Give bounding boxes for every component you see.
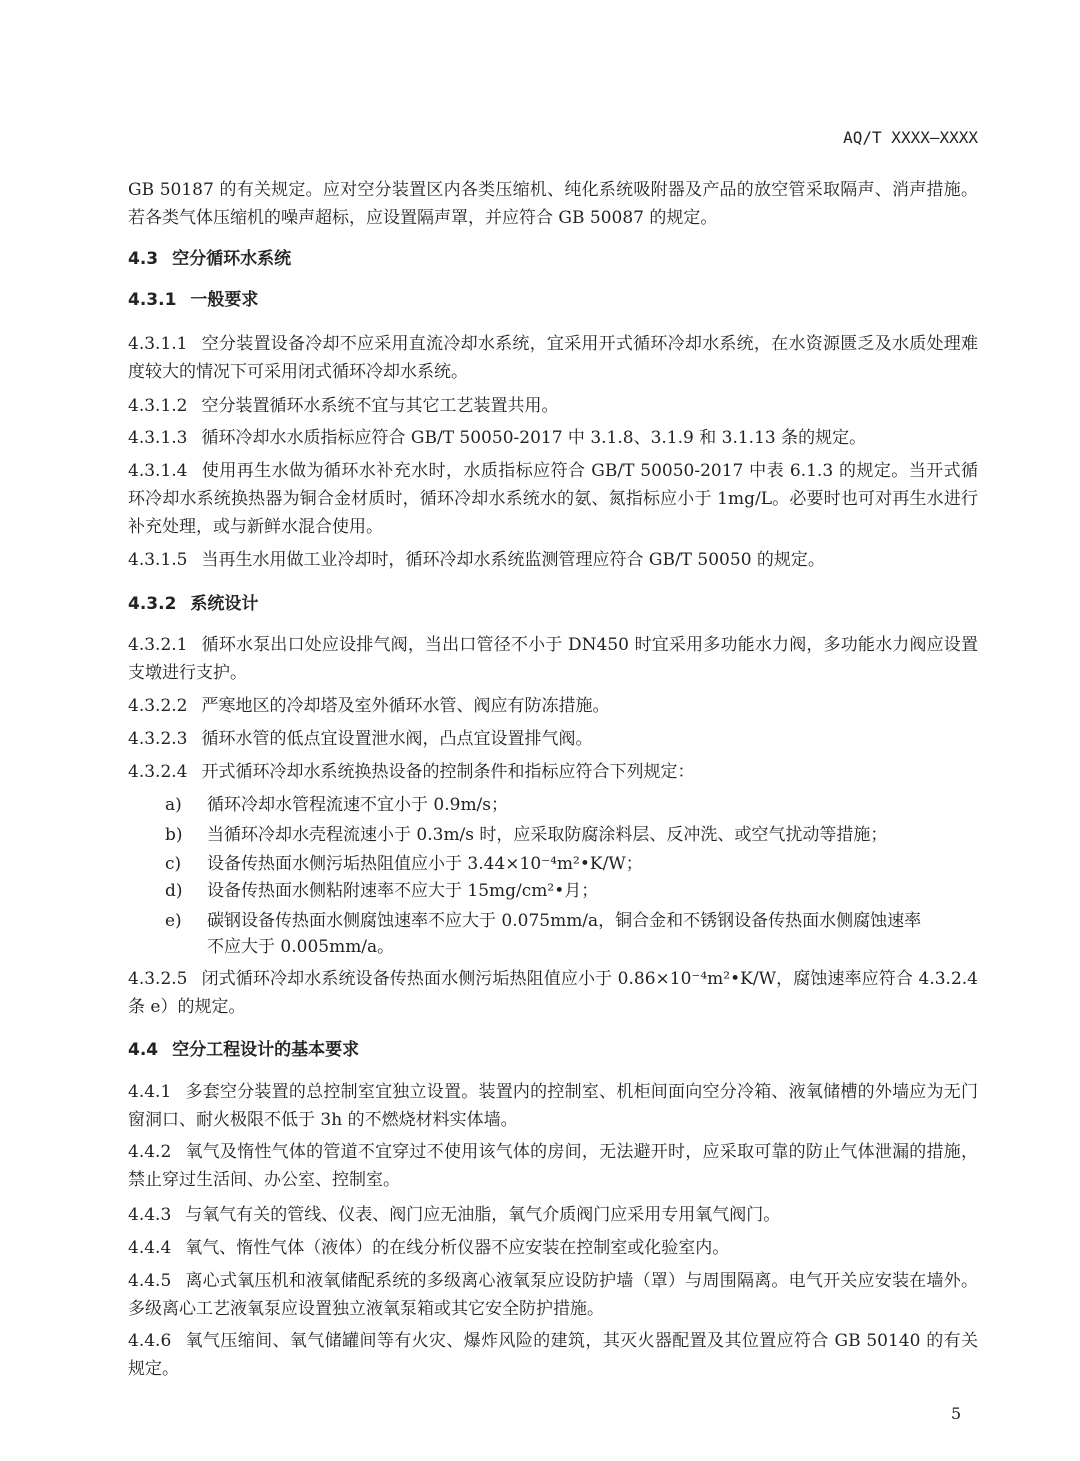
paragraph	[128, 392, 978, 420]
section-heading	[128, 1036, 978, 1064]
paragraph	[128, 758, 978, 786]
paragraph	[128, 631, 978, 687]
clause-number: 4.3.2.5	[128, 969, 188, 989]
section-heading	[128, 286, 978, 314]
clause-number: a)	[165, 795, 182, 815]
paragraph	[128, 176, 978, 232]
paragraph	[128, 1078, 978, 1134]
section-heading	[128, 245, 978, 273]
list-item	[165, 850, 978, 878]
clause-number: 4.4.2	[128, 1142, 172, 1162]
clause-number: 4.4	[128, 1040, 159, 1060]
clause-number: c)	[165, 854, 182, 874]
paragraph	[128, 457, 978, 541]
paragraph	[128, 1267, 978, 1323]
clause-text: 使用再生水做为循环水补充水时，水质指标应符合 GB/T 50050-2017 中表 6.1.3 的规定。当开式循环冷却水系统换热器为铜合金材质时，循环冷却水系统水的氨、氮指标应小于 1mg/L。必要时也可对再生水进行补充处理，或与新鲜水混合使用。	[128, 461, 978, 537]
list-item	[165, 791, 978, 819]
clause-number: 4.3.2.3	[128, 729, 188, 749]
clause-text: 设备传热面水侧粘附速率不应大于 15mg/cm²•月；	[207, 881, 599, 901]
clause-number: 4.4.3	[128, 1205, 172, 1225]
clause-number: 4.4.4	[128, 1238, 172, 1258]
clause-number: b)	[165, 825, 183, 845]
list-item	[165, 821, 978, 849]
clause-text: 多套空分装置的总控制室宜独立设置。装置内的控制室、机柜间面向空分冷箱、液氧储槽的外墙应为无门窗洞口、耐火极限不低于 3h 的不燃烧材料实体墙。	[128, 1082, 978, 1130]
clause-text: 氧气、惰性气体（液体）的在线分析仪器不应安装在控制室或化验室内。	[185, 1238, 730, 1258]
clause-number: 4.4.1	[128, 1082, 172, 1102]
clause-text: GB 50187 的有关规定。应对空分装置区内各类压缩机、纯化系统吸附器及产品的放空管采取隔声、消声措施。若各类气体压缩机的噪声超标，应设置隔声罩，并应符合 GB 50087 的规定。	[128, 180, 978, 228]
clause-text: 空分工程设计的基本要求	[172, 1040, 360, 1060]
clause-number: 4.4.5	[128, 1271, 172, 1291]
clause-number: d)	[165, 881, 183, 901]
clause-number: 4.3.1.3	[128, 428, 188, 448]
clause-text: 当循环冷却水壳程流速小于 0.3m/s 时，应采取防腐涂料层、反冲洗、或空气扰动等措施；	[207, 825, 888, 845]
paragraph	[128, 1234, 978, 1262]
clause-text: 系统设计	[190, 594, 259, 614]
clause-text: 开式循环冷却水系统换热设备的控制条件和指标应符合下列规定：	[201, 762, 695, 782]
clause-number: 4.3.2	[128, 594, 177, 614]
paragraph	[128, 725, 978, 753]
clause-number: 4.3	[128, 249, 159, 269]
clause-text: 碳钢设备传热面水侧腐蚀速率不应大于 0.075mm/a，铜合金和不锈钢设备传热面水侧腐蚀速率	[207, 911, 922, 931]
paragraph	[128, 1201, 978, 1229]
clause-number: 4.3.1	[128, 290, 177, 310]
paragraph	[128, 965, 978, 1021]
document-code-header: AQ/T XXXX—XXXX	[843, 128, 978, 147]
clause-text: 循环水泵出口处应设排气阀，当出口管径不小于 DN450 时宜采用多功能水力阀，多功能水力阀应设置支墩进行支护。	[128, 635, 978, 683]
clause-text: 循环水管的低点宜设置泄水阀，凸点宜设置排气阀。	[201, 729, 593, 749]
clause-text: 氧气及惰性气体的管道不宜穿过不使用该气体的房间，无法避开时，应采取可靠的防止气体泄漏的措施，禁止穿过生活间、办公室、控制室。	[128, 1142, 978, 1190]
section-heading	[128, 590, 978, 618]
clause-text: 设备传热面水侧污垢热阻值应小于 3.44×10⁻⁴m²•K/W；	[207, 854, 643, 874]
clause-number: 4.3.2.2	[128, 696, 188, 716]
paragraph	[128, 330, 978, 386]
clause-text: 空分装置循环水系统不宜与其它工艺装置共用。	[201, 396, 559, 416]
clause-text: 氧气压缩间、氧气储罐间等有火灾、爆炸风险的建筑，其灭火器配置及其位置应符合 GB 50140 的有关规定。	[128, 1331, 978, 1379]
paragraph	[128, 1138, 978, 1194]
clause-number: e)	[165, 911, 182, 931]
clause-text: 与氧气有关的管线、仪表、阀门应无油脂，氧气介质阀门应采用专用氧气阀门。	[185, 1205, 781, 1225]
paragraph	[128, 546, 978, 574]
paragraph	[128, 692, 978, 720]
clause-number: 4.3.1.2	[128, 396, 188, 416]
list-item	[207, 933, 978, 961]
clause-text: 不应大于 0.005mm/a。	[207, 937, 395, 957]
list-item	[165, 907, 978, 935]
clause-number: 4.3.2.1	[128, 635, 188, 655]
clause-number: 4.3.1.5	[128, 550, 188, 570]
clause-text: 离心式氧压机和液氧储配系统的多级离心液氧泵应设防护墙（罩）与周围隔离。电气开关应安装在墙外。多级离心工艺液氧泵应设置独立液氧泵箱或其它安全防护措施。	[128, 1271, 978, 1319]
clause-number: 4.3.1.4	[128, 461, 188, 481]
clause-text: 空分装置设备冷却不应采用直流冷却水系统，宜采用开式循环冷却水系统，在水资源匮乏及水质处理难度较大的情况下可采用闭式循环冷却水系统。	[128, 334, 978, 382]
clause-text: 循环冷却水管程流速不宜小于 0.9m/s；	[207, 795, 509, 815]
list-item	[165, 877, 978, 905]
clause-text: 一般要求	[190, 290, 259, 310]
clause-number: 4.3.2.4	[128, 762, 188, 782]
paragraph	[128, 424, 978, 452]
clause-text: 闭式循环冷却水系统设备传热面水侧污垢热阻值应小于 0.86×10⁻⁴m²•K/W，腐蚀速率应符合 4.3.2.4 条 e）的规定。	[128, 969, 978, 1017]
clause-text: 严寒地区的冷却塔及室外循环水管、阀应有防冻措施。	[201, 696, 610, 716]
clause-text: 空分循环水系统	[172, 249, 292, 269]
clause-number: 4.3.1.1	[128, 334, 188, 354]
paragraph	[128, 1327, 978, 1383]
page-number: 5	[951, 1404, 962, 1423]
clause-text: 当再生水用做工业冷却时，循环冷却水系统监测管理应符合 GB/T 50050 的规定。	[201, 550, 825, 570]
clause-number: 4.4.6	[128, 1331, 172, 1351]
clause-text: 循环冷却水水质指标应符合 GB/T 50050-2017 中 3.1.8、3.1.9 和 3.1.13 条的规定。	[201, 428, 867, 448]
